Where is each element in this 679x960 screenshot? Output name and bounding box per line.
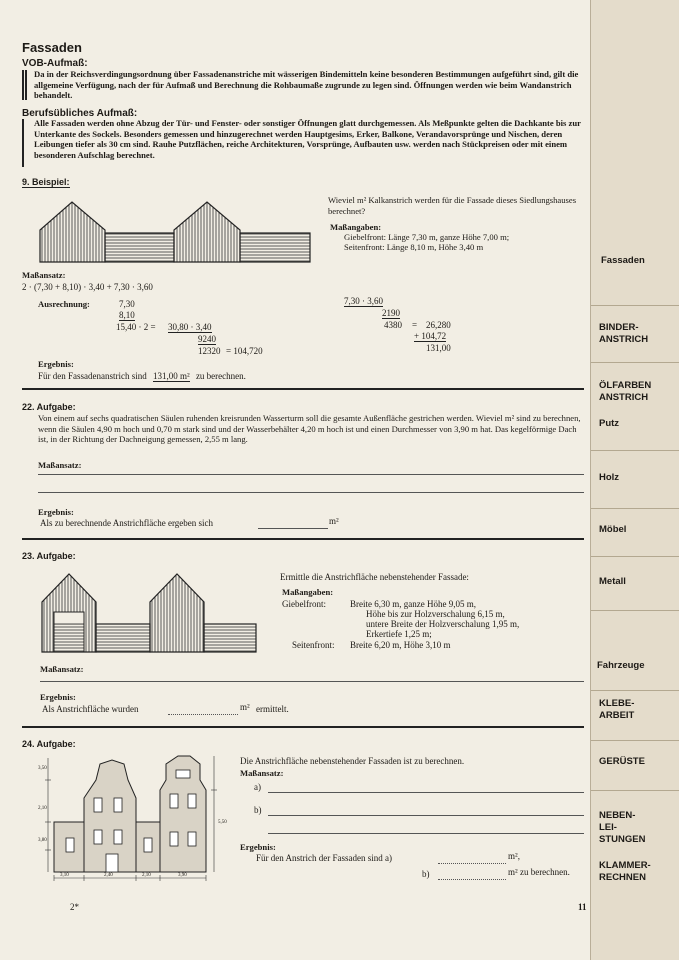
calc-a5: 9240 (198, 334, 216, 344)
ex24-answer-blank-a[interactable] (438, 863, 506, 864)
ex9-mass-label: Maßangaben: (330, 222, 382, 232)
ex9-ansatz: 2 · (7,30 + 8,10) · 3,40 + 7,30 · 3,60 (22, 282, 153, 292)
page-title: Fassaden (22, 40, 82, 55)
tab-oelfarbenanstrich[interactable]: ÖLFARBEN ANSTRICH (599, 380, 652, 403)
section-rule (22, 726, 584, 728)
ex9-ansatz-label: Maßansatz: (22, 270, 66, 280)
dim-label: 2,10 (38, 806, 47, 811)
ex9-ergebnis-line (38, 371, 246, 381)
tab-divider (591, 610, 679, 611)
calc-b4: = (412, 320, 418, 330)
ex9-ergebnis-value: 131,00 m² (152, 371, 190, 381)
ex23-ergebnis-pre: Als Anstrichfläche wurden (42, 704, 139, 714)
ex23-g2: Höhe bis zur Holzverschalung 6,15 m, (366, 609, 505, 619)
ex9-mass-2: Seitenfront: Länge 8,10 m, Höhe 3,40 m (344, 242, 484, 252)
ex24-heading: 24. Aufgabe: (22, 739, 76, 749)
answer-line[interactable] (268, 792, 584, 793)
section-rule (22, 388, 584, 390)
tab-divider (591, 740, 679, 741)
ex22-ergebnis-label: Ergebnis: (38, 507, 74, 517)
tab-fahrzeuge[interactable]: Fahrzeuge (597, 660, 645, 671)
ex23-answer-blank[interactable] (168, 714, 238, 715)
ex9-ausrechnung-label: Ausrechnung: (38, 299, 90, 309)
dim-label: 3,50 (38, 766, 47, 771)
ex9-ergebnis-post: zu berechnen. (195, 371, 246, 381)
ex9-heading (22, 177, 70, 187)
tab-klebearbeit[interactable]: KLEBE- ARBEIT (599, 698, 635, 721)
page-number: 11 (578, 902, 587, 912)
calc-b6: + 104,72 (414, 331, 447, 341)
ex24-question: Die Anstrichfläche nebenstehender Fassaden ist zu berechnen. (240, 756, 465, 766)
answer-line[interactable] (38, 492, 584, 493)
tab-divider (591, 362, 679, 363)
ex24-b-label: b) (254, 805, 262, 815)
ex9-mass-1: Giebelfront: Länge 7,30 m, ganze Höhe 7,00 m; (344, 232, 510, 242)
answer-line[interactable] (38, 474, 584, 475)
ex23-g4: Erkertiefe 1,25 m; (366, 629, 432, 639)
beruf-text: Alle Fassaden werden ohne Abzug der Tür- und Fenster- oder sonstiger Öffnungen glatt durchgemessen. Als Meßpunkte gelten die Dachkante bis zur Unterkante des Sockels. Besonders gemessen und hinzugerechnet werden Hauptgesims, Erker, Balkone, Verandavorsprünge und Nischen, deren Leibungen tiefer als 30 cm sind. Rauhe Putzflächen, reiche Architekturen, Vorsprünge, Aufbauten usw. werden nach Stückpreisen oder mit einem besonderen Aufschlag berechnet. (34, 118, 581, 160)
margin-bar (22, 70, 24, 100)
dim-label: 3,80 (38, 838, 47, 843)
ex24-ergebnis-label: Ergebnis: (240, 842, 276, 852)
ex24-a-label: a) (254, 782, 261, 792)
tab-metall[interactable]: Metall (599, 576, 626, 587)
ex23-g3: untere Breite der Holzverschalung 1,95 m, (366, 619, 520, 629)
ex22-answer-blank[interactable] (258, 528, 328, 529)
ex23-ergebnis-post: ermittelt. (256, 704, 289, 714)
calc-b1: 7,30 · 3,60 (344, 296, 383, 306)
dim-label: 2,40 (104, 873, 113, 878)
calc-a4: 30,80 · 3,40 (168, 322, 212, 332)
ex22-heading: 22. Aufgabe: (22, 402, 76, 412)
vob-heading: VOB-Aufmaß: (22, 58, 88, 69)
ex22-unit: m² (329, 516, 339, 526)
ex23-s-label: Seitenfront: (292, 640, 335, 650)
calc-b7: 131,00 (426, 343, 451, 353)
ex24-ansatz-label: Maßansatz: (240, 768, 284, 778)
ex22-text: Von einem auf sechs quadratischen Säulen ruhenden kreisrunden Wasserturm soll die gesamte Außenfläche gestrichen werden. Wieviel m² sind zu berechnen, wenn die Säulen 4,90 m hoch und 0,70 m stark sind und der Wasserbehälter 4,20 m hoch ist und einen Durchmesser von 3,90 m hat. Das kegelförmige Dach ist, in der Richtung der Dachneigung gemessen, 2,55 m lang. (38, 413, 581, 444)
dim-label: 5,50 (218, 820, 227, 825)
ex22-ergebnis-pre: Als zu berechnende Anstrichfläche ergeben sich (40, 518, 214, 528)
tab-putz[interactable]: Putz (599, 418, 620, 429)
tab-divider (591, 556, 679, 557)
answer-line[interactable] (268, 815, 584, 816)
ex24-b2-label: b) (422, 869, 430, 879)
calc-b3: 4380 (384, 320, 402, 330)
tab-fassaden[interactable]: Fassaden (601, 255, 645, 266)
tab-binderanstrich[interactable]: BINDER- ANSTRICH (599, 322, 649, 345)
tab-divider (591, 305, 679, 306)
tab-divider (591, 790, 679, 791)
margin-bar (25, 70, 27, 100)
ex23-mass-label: Maßangaben: (282, 587, 334, 597)
tab-moebel[interactable]: Möbel (599, 524, 627, 535)
section-rule (22, 538, 584, 540)
ex24-unit-b: m² zu berechnen. (508, 867, 570, 877)
ex9-ergebnis-label: Ergebnis: (38, 359, 74, 369)
answer-line[interactable] (40, 681, 584, 682)
tab-divider (591, 508, 679, 509)
tab-divider (591, 690, 679, 691)
tab-gerueste[interactable]: GERÜSTE (599, 756, 645, 767)
calc-a7: = 104,720 (226, 346, 263, 356)
tab-nebenleistungen[interactable]: NEBEN- LEI- STUNGEN (599, 810, 646, 845)
tab-klammerrechnen[interactable]: KLAMMER- RECHNEN (599, 860, 651, 883)
dim-label: 3,10 (60, 873, 69, 878)
section-tabs (590, 0, 679, 960)
ex23-question: Ermittle die Anstrichfläche nebenstehender Fassade: (280, 572, 469, 582)
ex22-ansatz-label: Maßansatz: (38, 460, 82, 470)
calc-a1: 7,30 (119, 299, 135, 309)
vob-text: Da in der Reichsverdingungsordnung über Fassadenanstriche mit wässerigen Bindemitteln keine besonderen Bestimmungen aufgeführt sind, gilt die allgemeine Verfügung, nach der für Aufmaß und Berechnung die Rohbaumaße zugrunde zu legen sind. Öffnungen werden wie beim Wandanstrich behandelt. (34, 69, 579, 100)
dim-label: 2,10 (142, 873, 151, 878)
answer-line[interactable] (268, 833, 584, 834)
dim-label: 3,90 (178, 873, 187, 878)
ex23-g1: Breite 6,30 m, ganze Höhe 9,05 m, (350, 599, 476, 609)
tab-divider (591, 450, 679, 451)
calc-b2: 2190 (382, 308, 400, 318)
ex23-ansatz-label: Maßansatz: (40, 664, 84, 674)
ex9-ergebnis-pre: Für den Fassadenanstrich sind (38, 371, 147, 381)
ex23-heading: 23. Aufgabe: (22, 551, 76, 561)
ex24-unit-a: m², (508, 851, 520, 861)
ex9-heading-text: 9. Beispiel: (22, 177, 70, 187)
beruf-heading: Berufsübliches Aufmaß: (22, 108, 138, 119)
gable-facade-drawing (40, 572, 258, 654)
tab-holz[interactable]: Holz (599, 472, 620, 483)
townhouse-facades-drawing (40, 750, 240, 890)
ex23-unit: m² (240, 702, 250, 712)
margin-bar (22, 119, 24, 167)
calc-a3: 15,40 · 2 = (116, 322, 156, 332)
calc-b5: 26,280 (426, 320, 451, 330)
ex9-question: Wieviel m² Kalkanstrich werden für die Fassade dieses Siedlungshauses berechnet? (328, 195, 577, 216)
ex24-answer-blank-b[interactable] (438, 879, 506, 880)
ex24-ergebnis-pre: Für den Anstrich der Fassaden sind a) (256, 853, 392, 863)
footer-mark: 2* (70, 902, 79, 912)
ex23-g-label: Giebelfront: (282, 599, 326, 609)
house-facade-drawing (38, 200, 313, 266)
ex23-ergebnis-label: Ergebnis: (40, 692, 76, 702)
calc-a2: 8,10 (119, 310, 135, 320)
calc-a6: 12320 (198, 346, 221, 356)
ex23-s1: Breite 6,20 m, Höhe 3,10 m (350, 640, 451, 650)
